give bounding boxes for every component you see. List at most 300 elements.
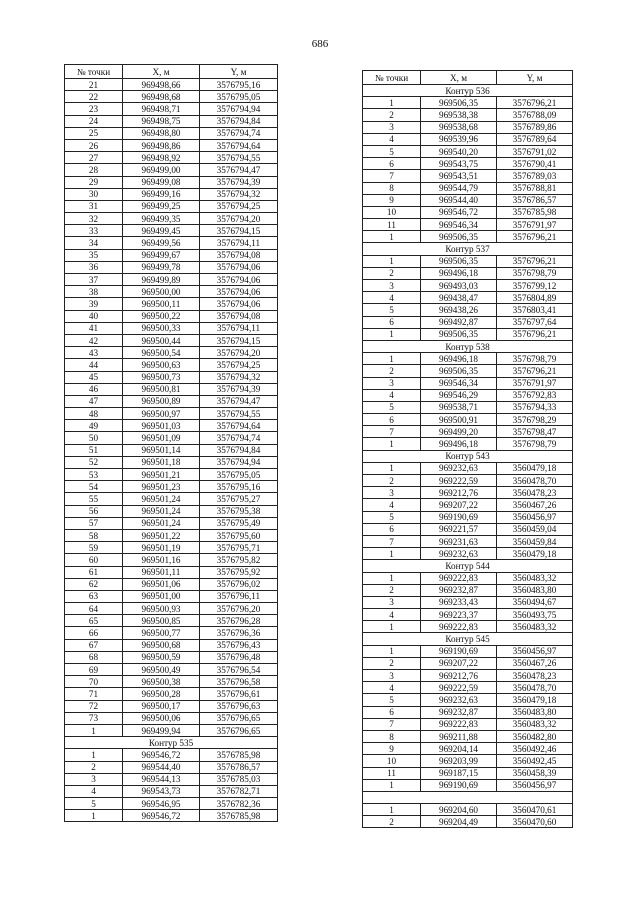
y-coordinate-cell: 3576796,54 bbox=[200, 664, 278, 676]
y-coordinate-cell: 3576785,03 bbox=[200, 773, 278, 785]
contour-label: Контур 538 bbox=[363, 340, 573, 352]
point-number-cell: 1 bbox=[363, 548, 421, 560]
point-number-cell: 63 bbox=[65, 590, 123, 602]
x-coordinate-cell: 969538,38 bbox=[421, 109, 497, 121]
x-coordinate-cell: 969499,08 bbox=[123, 176, 200, 188]
y-coordinate-cell: 3560467,26 bbox=[497, 657, 573, 669]
x-coordinate-cell: 969540,20 bbox=[421, 145, 497, 157]
table-row bbox=[65, 274, 278, 286]
y-coordinate-cell: 3576782,36 bbox=[200, 798, 278, 810]
contour-row bbox=[363, 85, 573, 97]
table-row bbox=[363, 255, 573, 267]
table-row bbox=[65, 469, 278, 481]
header-point-number: № точки bbox=[363, 71, 421, 85]
y-coordinate-cell: 3576794,06 bbox=[200, 286, 278, 298]
contour-row bbox=[363, 340, 573, 352]
point-number-cell: 1 bbox=[65, 724, 123, 736]
y-coordinate-cell: 3576794,55 bbox=[200, 408, 278, 420]
contour-row bbox=[363, 560, 573, 572]
y-coordinate-cell: 3560470,61 bbox=[497, 804, 573, 816]
x-coordinate-cell: 969501,06 bbox=[123, 578, 200, 590]
x-coordinate-cell: 969500,77 bbox=[123, 627, 200, 639]
table-row bbox=[65, 578, 278, 590]
table-row bbox=[363, 718, 573, 730]
y-coordinate-cell: 3576795,71 bbox=[200, 542, 278, 554]
x-coordinate-cell: 969498,68 bbox=[123, 91, 200, 103]
table-row bbox=[363, 694, 573, 706]
table-row bbox=[363, 328, 573, 340]
y-coordinate-cell: 3560478,70 bbox=[497, 682, 573, 694]
table-row bbox=[363, 389, 573, 401]
header-y: Y, м bbox=[200, 65, 278, 79]
x-coordinate-cell: 969546,34 bbox=[421, 377, 497, 389]
point-number-cell: 50 bbox=[65, 432, 123, 444]
point-number-cell: 1 bbox=[363, 779, 421, 791]
point-number-cell: 41 bbox=[65, 322, 123, 334]
table-row bbox=[65, 322, 278, 334]
point-number-cell: 67 bbox=[65, 639, 123, 651]
y-coordinate-cell: 3576795,16 bbox=[200, 481, 278, 493]
y-coordinate-cell: 3560478,70 bbox=[497, 475, 573, 487]
x-coordinate-cell: 969538,71 bbox=[421, 401, 497, 413]
y-coordinate-cell: 3576798,29 bbox=[497, 414, 573, 426]
point-number-cell: 44 bbox=[65, 359, 123, 371]
y-coordinate-cell: 3576796,21 bbox=[497, 365, 573, 377]
y-coordinate-cell: 3560483,32 bbox=[497, 621, 573, 633]
table-row bbox=[363, 804, 573, 816]
x-coordinate-cell: 969538,68 bbox=[421, 121, 497, 133]
table-row bbox=[363, 194, 573, 206]
y-coordinate-cell: 3576794,15 bbox=[200, 225, 278, 237]
y-coordinate-cell: 3576789,86 bbox=[497, 121, 573, 133]
table-row bbox=[65, 761, 278, 773]
x-coordinate-cell: 969499,94 bbox=[123, 724, 200, 736]
y-coordinate-cell: 3560467,26 bbox=[497, 499, 573, 511]
table-row bbox=[65, 298, 278, 310]
table-row bbox=[65, 432, 278, 444]
table-row bbox=[65, 785, 278, 797]
point-number-cell: 4 bbox=[363, 292, 421, 304]
table-row bbox=[363, 535, 573, 547]
table-row bbox=[65, 749, 278, 761]
x-coordinate-cell: 969546,95 bbox=[123, 798, 200, 810]
y-coordinate-cell: 3576794,11 bbox=[200, 322, 278, 334]
y-coordinate-cell: 3576791,97 bbox=[497, 377, 573, 389]
table-row bbox=[65, 383, 278, 395]
coordinates-table-right bbox=[362, 70, 573, 828]
x-coordinate-cell: 969207,22 bbox=[421, 657, 497, 669]
x-coordinate-cell: 969187,15 bbox=[421, 767, 497, 779]
point-number-cell: 6 bbox=[363, 523, 421, 535]
y-coordinate-cell: 3576794,94 bbox=[200, 103, 278, 115]
point-number-cell: 2 bbox=[65, 761, 123, 773]
x-coordinate-cell: 969500,93 bbox=[123, 603, 200, 615]
y-coordinate-cell: 3576794,33 bbox=[497, 401, 573, 413]
table-row bbox=[363, 475, 573, 487]
y-coordinate-cell: 3576796,36 bbox=[200, 627, 278, 639]
header-row bbox=[363, 71, 573, 85]
x-coordinate-cell: 969438,26 bbox=[421, 304, 497, 316]
x-coordinate-cell: 969500,68 bbox=[123, 639, 200, 651]
y-coordinate-cell: 3576794,20 bbox=[200, 347, 278, 359]
point-number-cell: 4 bbox=[363, 609, 421, 621]
x-coordinate-cell: 969501,09 bbox=[123, 432, 200, 444]
x-coordinate-cell: 969496,18 bbox=[421, 353, 497, 365]
point-number-cell: 60 bbox=[65, 554, 123, 566]
point-number-cell: 45 bbox=[65, 371, 123, 383]
x-coordinate-cell: 969501,00 bbox=[123, 590, 200, 602]
y-coordinate-cell: 3576794,84 bbox=[200, 115, 278, 127]
y-coordinate-cell: 3576794,39 bbox=[200, 176, 278, 188]
table-row bbox=[363, 267, 573, 279]
point-number-cell: 5 bbox=[363, 511, 421, 523]
point-number-cell: 29 bbox=[65, 176, 123, 188]
point-number-cell: 47 bbox=[65, 395, 123, 407]
point-number-cell: 5 bbox=[363, 145, 421, 157]
x-coordinate-cell: 969506,35 bbox=[421, 231, 497, 243]
table-row bbox=[65, 127, 278, 139]
point-number-cell: 26 bbox=[65, 139, 123, 151]
point-number-cell: 2 bbox=[363, 365, 421, 377]
x-coordinate-cell: 969499,25 bbox=[123, 200, 200, 212]
x-coordinate-cell: 969223,37 bbox=[421, 609, 497, 621]
y-coordinate-cell: 3576785,98 bbox=[200, 810, 278, 822]
y-coordinate-cell: 3576794,74 bbox=[200, 432, 278, 444]
table-row bbox=[65, 213, 278, 225]
x-coordinate-cell: 969190,69 bbox=[421, 645, 497, 657]
left-table-body bbox=[65, 79, 278, 822]
point-number-cell: 68 bbox=[65, 651, 123, 663]
x-coordinate-cell: 969500,22 bbox=[123, 310, 200, 322]
y-coordinate-cell: 3576792,83 bbox=[497, 389, 573, 401]
x-coordinate-cell: 969546,34 bbox=[421, 219, 497, 231]
x-coordinate-cell: 969499,89 bbox=[123, 274, 200, 286]
table-row bbox=[363, 231, 573, 243]
x-coordinate-cell: 969232,63 bbox=[421, 548, 497, 560]
contour-label: Контур 543 bbox=[363, 450, 573, 462]
y-coordinate-cell: 3576794,32 bbox=[200, 188, 278, 200]
point-number-cell: 1 bbox=[363, 572, 421, 584]
x-coordinate-cell: 969506,35 bbox=[421, 255, 497, 267]
x-coordinate-cell: 969506,35 bbox=[421, 365, 497, 377]
table-row bbox=[363, 377, 573, 389]
table-row bbox=[363, 170, 573, 182]
table-row bbox=[363, 158, 573, 170]
table-row bbox=[363, 414, 573, 426]
contour-label: Контур 536 bbox=[363, 85, 573, 97]
table-row bbox=[65, 493, 278, 505]
table-row bbox=[65, 286, 278, 298]
point-number-cell: 4 bbox=[363, 389, 421, 401]
table-row bbox=[363, 767, 573, 779]
point-number-cell: 25 bbox=[65, 127, 123, 139]
x-coordinate-cell: 969232,63 bbox=[421, 694, 497, 706]
x-coordinate-cell: 969539,96 bbox=[421, 133, 497, 145]
x-coordinate-cell: 969546,72 bbox=[421, 206, 497, 218]
point-number-cell: 3 bbox=[363, 670, 421, 682]
y-coordinate-cell: 3560479,18 bbox=[497, 462, 573, 474]
y-coordinate-cell: 3560478,23 bbox=[497, 670, 573, 682]
y-coordinate-cell: 3560482,80 bbox=[497, 730, 573, 742]
y-coordinate-cell: 3576794,15 bbox=[200, 334, 278, 346]
point-number-cell: 9 bbox=[363, 743, 421, 755]
table-row bbox=[65, 347, 278, 359]
point-number-cell: 1 bbox=[363, 255, 421, 267]
point-number-cell: 40 bbox=[65, 310, 123, 322]
y-coordinate-cell: 3576796,21 bbox=[497, 97, 573, 109]
table-row bbox=[65, 603, 278, 615]
point-number-cell: 1 bbox=[363, 462, 421, 474]
point-number-cell: 43 bbox=[65, 347, 123, 359]
y-coordinate-cell: 3576795,27 bbox=[200, 493, 278, 505]
y-coordinate-cell: 3560456,97 bbox=[497, 645, 573, 657]
y-coordinate-cell: 3576785,98 bbox=[497, 206, 573, 218]
table-row bbox=[65, 712, 278, 724]
x-coordinate-cell: 969438,47 bbox=[421, 292, 497, 304]
y-coordinate-cell: 3576794,39 bbox=[200, 383, 278, 395]
y-coordinate-cell: 3576795,82 bbox=[200, 554, 278, 566]
x-coordinate-cell: 969232,87 bbox=[421, 584, 497, 596]
x-coordinate-cell: 969546,29 bbox=[421, 389, 497, 401]
x-coordinate-cell: 969543,73 bbox=[123, 785, 200, 797]
y-coordinate-cell: 3560492,45 bbox=[497, 755, 573, 767]
x-coordinate-cell: 969501,22 bbox=[123, 529, 200, 541]
point-number-cell: 2 bbox=[363, 657, 421, 669]
table-row bbox=[65, 773, 278, 785]
point-number-cell: 65 bbox=[65, 615, 123, 627]
x-coordinate-cell: 969190,69 bbox=[421, 779, 497, 791]
point-number-cell: 72 bbox=[65, 700, 123, 712]
x-coordinate-cell: 969222,59 bbox=[421, 682, 497, 694]
y-coordinate-cell: 3576796,65 bbox=[200, 724, 278, 736]
point-number-cell: 4 bbox=[363, 499, 421, 511]
y-coordinate-cell: 3576791,97 bbox=[497, 219, 573, 231]
x-coordinate-cell: 969500,89 bbox=[123, 395, 200, 407]
x-coordinate-cell: 969498,92 bbox=[123, 152, 200, 164]
y-coordinate-cell: 3576803,41 bbox=[497, 304, 573, 316]
x-coordinate-cell: 969498,86 bbox=[123, 139, 200, 151]
point-number-cell: 6 bbox=[363, 706, 421, 718]
contour-label: Контур 535 bbox=[65, 737, 278, 749]
table-row bbox=[65, 542, 278, 554]
table-row bbox=[65, 505, 278, 517]
point-number-cell: 70 bbox=[65, 676, 123, 688]
x-coordinate-cell: 969499,56 bbox=[123, 237, 200, 249]
x-coordinate-cell: 969190,69 bbox=[421, 511, 497, 523]
point-number-cell: 4 bbox=[363, 133, 421, 145]
x-coordinate-cell: 969498,66 bbox=[123, 79, 200, 91]
y-coordinate-cell: 3576794,06 bbox=[200, 298, 278, 310]
point-number-cell: 8 bbox=[363, 182, 421, 194]
x-coordinate-cell: 969544,40 bbox=[421, 194, 497, 206]
y-coordinate-cell: 3576794,64 bbox=[200, 139, 278, 151]
point-number-cell: 1 bbox=[65, 749, 123, 761]
contour-label: Контур 537 bbox=[363, 243, 573, 255]
table-row bbox=[363, 353, 573, 365]
table-row bbox=[363, 621, 573, 633]
x-coordinate-cell: 969500,97 bbox=[123, 408, 200, 420]
x-coordinate-cell: 969544,13 bbox=[123, 773, 200, 785]
table-row bbox=[65, 444, 278, 456]
x-coordinate-cell: 969499,16 bbox=[123, 188, 200, 200]
x-coordinate-cell: 969492,87 bbox=[421, 316, 497, 328]
point-number-cell: 33 bbox=[65, 225, 123, 237]
point-number-cell: 2 bbox=[363, 109, 421, 121]
point-number-cell: 5 bbox=[363, 694, 421, 706]
table-row bbox=[65, 139, 278, 151]
table-row bbox=[363, 133, 573, 145]
point-number-cell: 51 bbox=[65, 444, 123, 456]
y-coordinate-cell: 3560483,32 bbox=[497, 572, 573, 584]
point-number-cell: 32 bbox=[65, 213, 123, 225]
y-coordinate-cell: 3576796,58 bbox=[200, 676, 278, 688]
y-coordinate-cell: 3576794,06 bbox=[200, 261, 278, 273]
point-number-cell: 7 bbox=[363, 426, 421, 438]
x-coordinate-cell: 969501,24 bbox=[123, 505, 200, 517]
table-row bbox=[363, 121, 573, 133]
point-number-cell: 4 bbox=[363, 682, 421, 694]
x-coordinate-cell: 969500,49 bbox=[123, 664, 200, 676]
point-number-cell: 35 bbox=[65, 249, 123, 261]
table-row bbox=[363, 109, 573, 121]
y-coordinate-cell: 3576796,21 bbox=[497, 328, 573, 340]
point-number-cell: 57 bbox=[65, 517, 123, 529]
table-row bbox=[363, 609, 573, 621]
y-coordinate-cell: 3560478,23 bbox=[497, 487, 573, 499]
y-coordinate-cell: 3576791,02 bbox=[497, 145, 573, 157]
point-number-cell: 24 bbox=[65, 115, 123, 127]
table-row bbox=[65, 164, 278, 176]
y-coordinate-cell: 3576794,47 bbox=[200, 164, 278, 176]
y-coordinate-cell: 3576794,55 bbox=[200, 152, 278, 164]
y-coordinate-cell: 3560458,39 bbox=[497, 767, 573, 779]
x-coordinate-cell: 969501,14 bbox=[123, 444, 200, 456]
table-row bbox=[65, 359, 278, 371]
contour-row bbox=[363, 633, 573, 645]
table-row bbox=[363, 145, 573, 157]
table-row bbox=[65, 395, 278, 407]
y-coordinate-cell: 3576794,32 bbox=[200, 371, 278, 383]
x-coordinate-cell: 969222,83 bbox=[421, 718, 497, 730]
y-coordinate-cell: 3576796,11 bbox=[200, 590, 278, 602]
table-row bbox=[363, 706, 573, 718]
x-coordinate-cell: 969546,72 bbox=[123, 749, 200, 761]
x-coordinate-cell: 969500,28 bbox=[123, 688, 200, 700]
y-coordinate-cell: 3576795,92 bbox=[200, 566, 278, 578]
y-coordinate-cell: 3576794,94 bbox=[200, 456, 278, 468]
x-coordinate-cell: 969500,91 bbox=[421, 414, 497, 426]
point-number-cell: 28 bbox=[65, 164, 123, 176]
table-row bbox=[65, 700, 278, 712]
table-row bbox=[363, 743, 573, 755]
x-coordinate-cell: 969233,43 bbox=[421, 596, 497, 608]
table-row bbox=[363, 816, 573, 828]
point-number-cell: 54 bbox=[65, 481, 123, 493]
y-coordinate-cell: 3576794,84 bbox=[200, 444, 278, 456]
table-row bbox=[363, 596, 573, 608]
point-number-cell: 49 bbox=[65, 420, 123, 432]
x-coordinate-cell: 969498,71 bbox=[123, 103, 200, 115]
point-number-cell: 53 bbox=[65, 469, 123, 481]
point-number-cell: 52 bbox=[65, 456, 123, 468]
x-coordinate-cell: 969499,67 bbox=[123, 249, 200, 261]
point-number-cell: 48 bbox=[65, 408, 123, 420]
table-row bbox=[363, 511, 573, 523]
header-row bbox=[65, 65, 278, 79]
table-row bbox=[363, 499, 573, 511]
x-coordinate-cell: 969506,35 bbox=[421, 328, 497, 340]
table-row bbox=[65, 664, 278, 676]
y-coordinate-cell: 3576795,16 bbox=[200, 79, 278, 91]
y-coordinate-cell: 3576796,43 bbox=[200, 639, 278, 651]
point-number-cell: 42 bbox=[65, 334, 123, 346]
table-row bbox=[363, 182, 573, 194]
point-number-cell: 7 bbox=[363, 170, 421, 182]
table-row bbox=[363, 206, 573, 218]
table-row bbox=[363, 304, 573, 316]
point-number-cell: 10 bbox=[363, 206, 421, 218]
y-coordinate-cell: 3576789,64 bbox=[497, 133, 573, 145]
x-coordinate-cell: 969212,76 bbox=[421, 487, 497, 499]
table-row bbox=[363, 548, 573, 560]
table-row bbox=[363, 657, 573, 669]
point-number-cell: 39 bbox=[65, 298, 123, 310]
table-row bbox=[363, 730, 573, 742]
point-number-cell: 64 bbox=[65, 603, 123, 615]
point-number-cell: 23 bbox=[65, 103, 123, 115]
x-coordinate-cell: 969500,00 bbox=[123, 286, 200, 298]
y-coordinate-cell: 3560483,80 bbox=[497, 584, 573, 596]
table-row bbox=[65, 456, 278, 468]
contour-label bbox=[363, 791, 573, 803]
x-coordinate-cell: 969501,18 bbox=[123, 456, 200, 468]
y-coordinate-cell: 3576796,61 bbox=[200, 688, 278, 700]
x-coordinate-cell: 969506,35 bbox=[421, 97, 497, 109]
contour-row bbox=[363, 450, 573, 462]
y-coordinate-cell: 3576794,08 bbox=[200, 310, 278, 322]
contour-label: Контур 544 bbox=[363, 560, 573, 572]
point-number-cell: 1 bbox=[363, 97, 421, 109]
x-coordinate-cell: 969501,03 bbox=[123, 420, 200, 432]
point-number-cell: 3 bbox=[363, 280, 421, 292]
point-number-cell: 36 bbox=[65, 261, 123, 273]
right-table-body bbox=[363, 85, 573, 828]
x-coordinate-cell: 969231,63 bbox=[421, 535, 497, 547]
point-number-cell: 11 bbox=[363, 219, 421, 231]
x-coordinate-cell: 969222,83 bbox=[421, 572, 497, 584]
point-number-cell: 3 bbox=[363, 487, 421, 499]
table-row bbox=[65, 188, 278, 200]
y-coordinate-cell: 3576794,25 bbox=[200, 359, 278, 371]
point-number-cell: 7 bbox=[363, 718, 421, 730]
point-number-cell: 58 bbox=[65, 529, 123, 541]
table-row bbox=[363, 779, 573, 791]
y-coordinate-cell: 3576794,64 bbox=[200, 420, 278, 432]
y-coordinate-cell: 3576785,98 bbox=[200, 749, 278, 761]
table-row bbox=[363, 755, 573, 767]
x-coordinate-cell: 969501,21 bbox=[123, 469, 200, 481]
x-coordinate-cell: 969499,20 bbox=[421, 426, 497, 438]
y-coordinate-cell: 3576786,57 bbox=[200, 761, 278, 773]
y-coordinate-cell: 3576782,71 bbox=[200, 785, 278, 797]
y-coordinate-cell: 3576798,47 bbox=[497, 426, 573, 438]
x-coordinate-cell: 969501,24 bbox=[123, 517, 200, 529]
table-row bbox=[363, 426, 573, 438]
header-x: X, м bbox=[123, 65, 200, 79]
x-coordinate-cell: 969204,49 bbox=[421, 816, 497, 828]
x-coordinate-cell: 969501,11 bbox=[123, 566, 200, 578]
y-coordinate-cell: 3560493,75 bbox=[497, 609, 573, 621]
